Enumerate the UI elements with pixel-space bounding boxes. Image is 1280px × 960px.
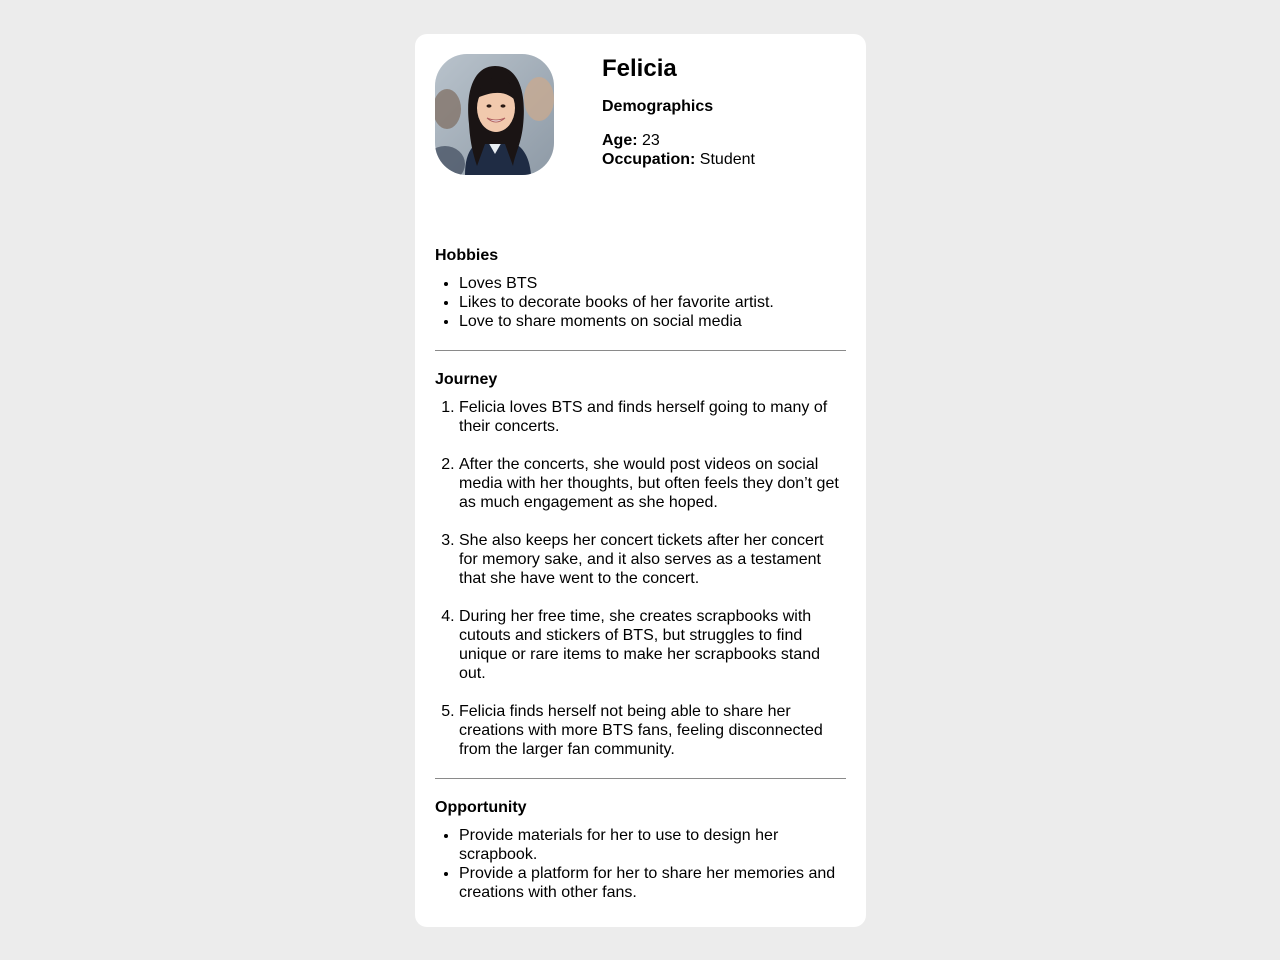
opportunity-list (435, 826, 846, 902)
hobbies-title: Hobbies (435, 247, 499, 264)
opportunity-section (435, 798, 846, 902)
persona-avatar (435, 54, 554, 175)
list-item: • Provide materials for her to use to design her scrapbook. (459, 826, 846, 864)
journey-title: Journey (435, 371, 498, 388)
list-item: • Loves BTS (459, 274, 846, 293)
list-item: 1. Felicia loves BTS and finds herself going to many of their concerts. (459, 398, 846, 436)
occupation-label: Occupation: (602, 151, 696, 168)
age-value: 23 (642, 132, 660, 149)
persona-info (602, 54, 755, 194)
age-row (602, 131, 755, 150)
demographics-details (602, 131, 755, 169)
list-item: • Provide a platform for her to share her memories and creations with other fans. (459, 864, 846, 902)
list-item: 3. She also keeps her concert tickets after her concert for memory sake, and it also serves as a testament that she have went to the concert. (459, 531, 846, 588)
persona-name: Felicia (602, 55, 677, 82)
hobbies-list (435, 274, 846, 331)
hobbies-section (435, 246, 846, 331)
occupation-row (602, 150, 755, 169)
journey-list (435, 398, 846, 759)
opportunity-title: Opportunity (435, 799, 527, 816)
demographics-title: Demographics (602, 98, 714, 115)
journey-section (435, 370, 846, 759)
list-item: 4. During her free time, she creates scrapbooks with cutouts and stickers of BTS, but struggles to find unique or rare items to make her scrapbooks stand out. (459, 607, 846, 683)
age-label: Age: (602, 132, 638, 149)
list-item: • Love to share moments on social media (459, 312, 846, 331)
list-item: 2. After the concerts, she would post videos on social media with her thoughts, but often feels they don’t get as much engagement as she hoped. (459, 455, 846, 512)
section-divider (435, 778, 846, 779)
occupation-value: Student (699, 151, 755, 168)
section-divider (435, 350, 846, 351)
persona-card (415, 34, 866, 927)
persona-header (435, 54, 846, 194)
list-item: 5. Felicia finds herself not being able to share her creations with more BTS fans, feeling disconnected from the larger fan community. (459, 702, 846, 759)
list-item: • Likes to decorate books of her favorite artist. (459, 293, 846, 312)
avatar-photo-icon (435, 54, 554, 175)
